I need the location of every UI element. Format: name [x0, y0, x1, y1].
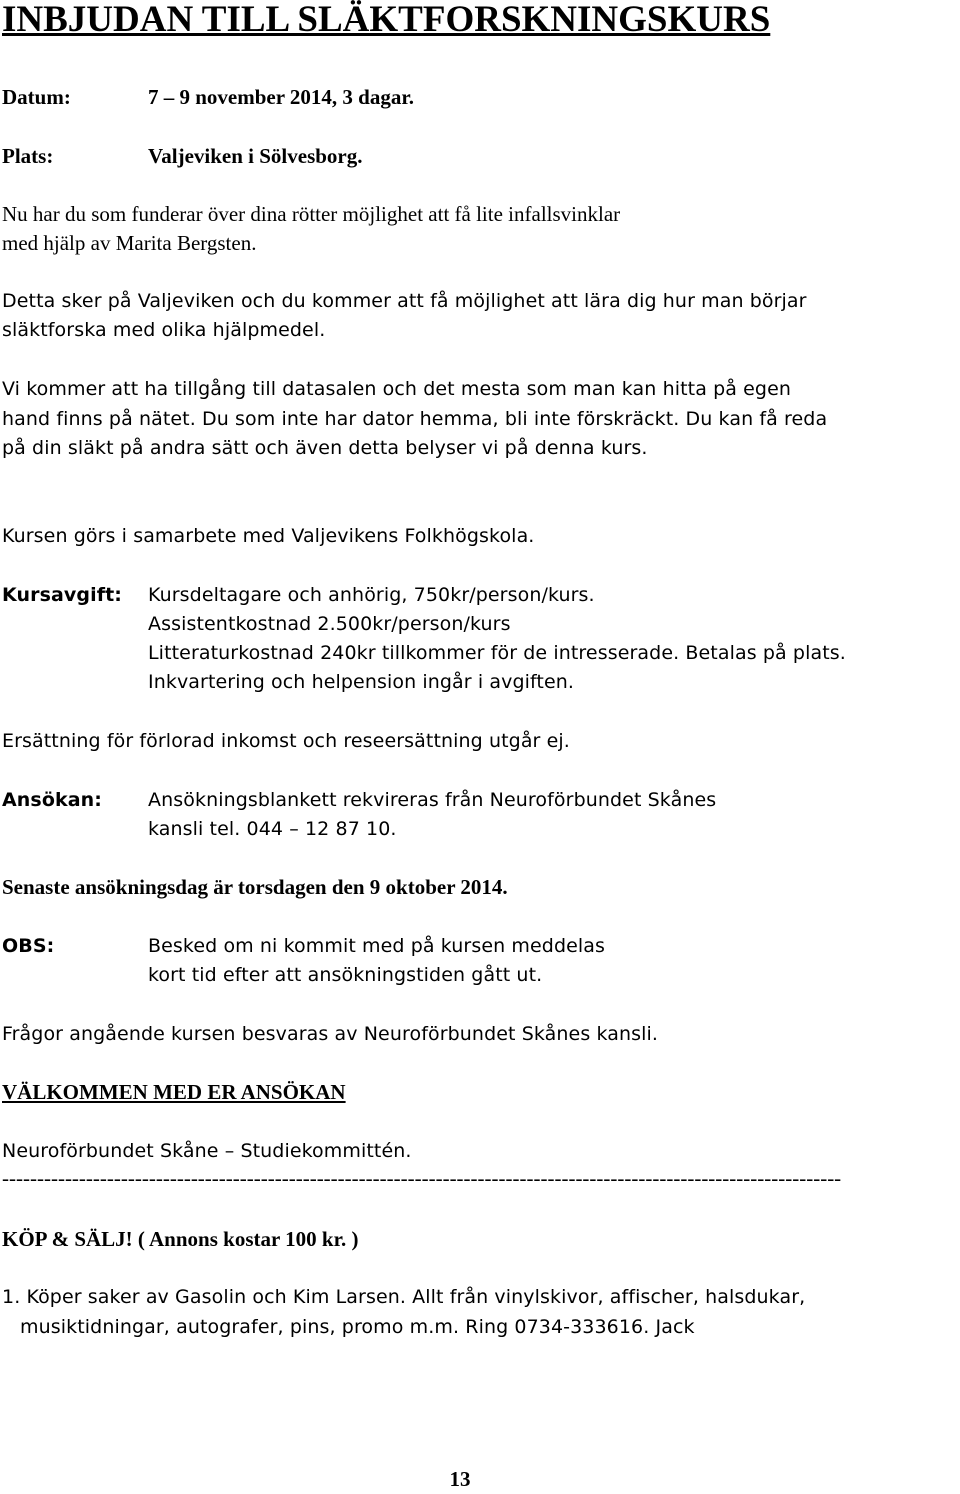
- ad-line-1: 1. Köper saker av Gasolin och Kim Larsen. Allt från vinylskivor, affischer, halsdukar,: [2, 1286, 806, 1308]
- datum-value: 7 – 9 november 2014, 3 dagar.: [148, 85, 415, 109]
- signature-text: Neuroförbundet Skåne – Studiekommittén.: [2, 1140, 412, 1162]
- page-number: 13: [449, 1467, 471, 1491]
- ansokan-line-1: Ansökningsblankett rekvireras från Neuroförbundet Skånes: [148, 789, 717, 811]
- plats-value: Valjeviken i Sölvesborg.: [148, 144, 363, 168]
- plats-label: Plats:: [2, 144, 54, 168]
- fragor-text: Frågor angående kursen besvaras av Neuroförbundet Skånes kansli.: [2, 1023, 659, 1045]
- valkommen-heading: VÄLKOMMEN MED ER ANSÖKAN: [2, 1080, 346, 1104]
- obs-line-2: kort tid efter att ansökningstiden gått ut.: [148, 964, 543, 986]
- intro-line-1: Nu har du som funderar över dina rötter möjlighet att få lite infallsvinklar: [2, 202, 621, 226]
- kursavgift-line: Inkvartering och helpension ingår i avgiften.: [148, 671, 575, 693]
- paragraph-2-line-3: på din släkt på andra sätt och även detta belyser vi på denna kurs.: [2, 437, 648, 459]
- kursavgift-label: Kursavgift:: [2, 584, 122, 606]
- separator-line: ------------------------------------------------------------------------------------------------------------------------: [2, 1166, 842, 1190]
- kursavgift-line: Kursdeltagare och anhörig, 750kr/person/kurs.: [148, 584, 595, 606]
- paragraph-1-line-2: släktforska med olika hjälpmedel.: [2, 319, 326, 341]
- kursavgift-line: Assistentkostnad 2.500kr/person/kurs: [148, 613, 511, 635]
- samarbete-text: Kursen görs i samarbete med Valjevikens Folkhögskola.: [2, 525, 535, 547]
- kursavgift-line: Litteraturkostnad 240kr tillkommer för de intresserade. Betalas på plats.: [148, 642, 846, 664]
- paragraph-2-line-1: Vi kommer att ha tillgång till datasalen och det mesta som man kan hitta på egen: [2, 378, 792, 400]
- ersattning-text: Ersättning för förlorad inkomst och reseersättning utgår ej.: [2, 730, 570, 752]
- paragraph-1-line-1: Detta sker på Valjeviken och du kommer att få möjlighet att lära dig hur man börjar: [2, 290, 807, 312]
- deadline-text: Senaste ansökningsdag är torsdagen den 9 oktober 2014.: [2, 875, 508, 899]
- page-title: INBJUDAN TILL SLÄKTFORSKNINGSKURS: [2, 0, 771, 40]
- intro-line-2: med hjälp av Marita Bergsten.: [2, 231, 257, 255]
- datum-label: Datum:: [2, 85, 71, 109]
- kop-salj-heading: KÖP & SÄLJ! ( Annons kostar 100 kr. ): [2, 1227, 359, 1251]
- ansokan-label: Ansökan:: [2, 789, 102, 811]
- ad-line-2: musiktidningar, autografer, pins, promo m.m. Ring 0734-333616. Jack: [20, 1316, 695, 1338]
- obs-line-1: Besked om ni kommit med på kursen meddelas: [148, 935, 606, 957]
- ansokan-line-2: kansli tel. 044 – 12 87 10.: [148, 818, 397, 840]
- paragraph-2-line-2: hand finns på nätet. Du som inte har dator hemma, bli inte förskräckt. Du kan få reda: [2, 408, 828, 430]
- obs-label: OBS:: [2, 935, 55, 957]
